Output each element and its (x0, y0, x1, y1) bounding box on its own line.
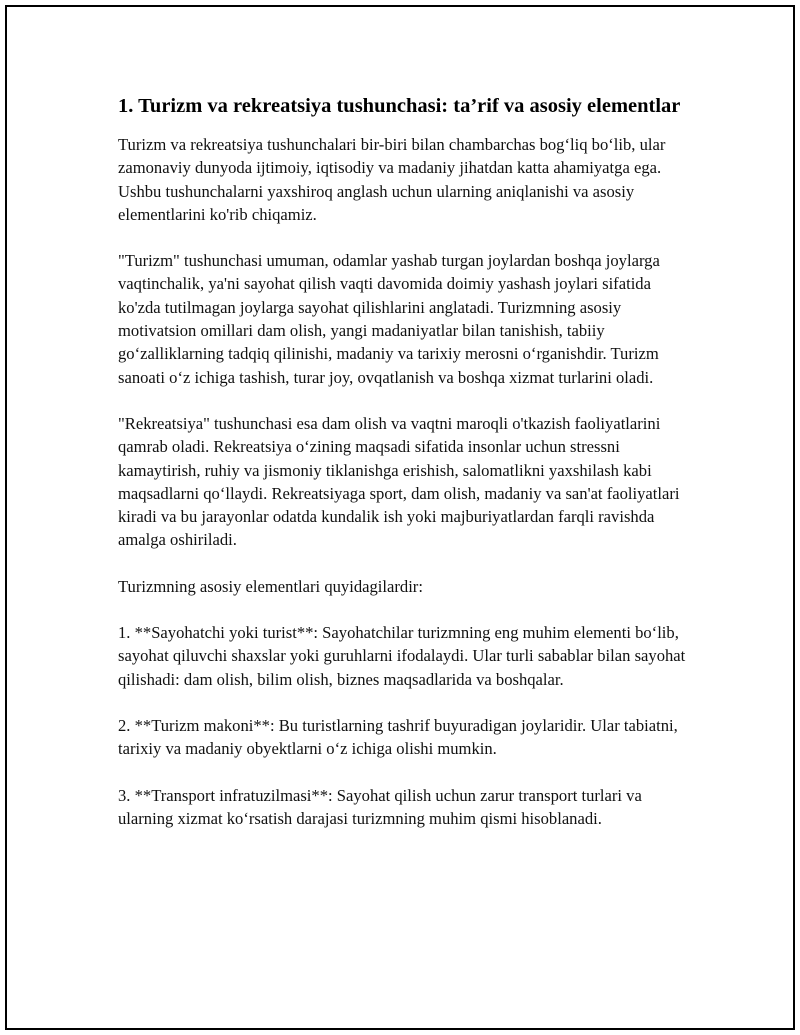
list-item-traveler: 1. **Sayohatchi yoki turist**: Sayohatchilar turizmning eng muhim elementi bo‘lib, sayohat qiluvchi shaxslar yoki guruhlarni ifodalaydi. Ular turli sabablar bilan sayohat qilishadi: dam olish, bilim olish, biznes maqsadlarida va boshqalar. (118, 623, 686, 689)
paragraph-turizm-definition: "Turizm" tushunchasi umuman, odamlar yashab turgan joylardan boshqa joylarga vaqtinchalik, ya'ni sayohat qilish vaqti davomida doimiy yashash joylari sifatida ko'zda tutilmagan joylarga sayohat qilishlarini anglatadi. Turizmning asosiy motivatsion omillari dam olish, yangi madaniyatlar bilan tanishish, tabiiy go‘zalliklarning tadqiq qilinishi, madaniy va tarixiy merosni o‘rganishdir. Turizm sanoati o‘z ichiga tashish, turar joy, ovqatlanish va boshqa xizmat turlarini oladi. (118, 251, 660, 387)
list-item-destination: 2. **Turizm makoni**: Bu turistlarning tashrif buyuradigan joylaridir. Ular tabiatni, tarixiy va madaniy obyektlarni o‘z ichiga olishi mumkin. (118, 715, 678, 759)
document-body (118, 92, 694, 853)
paragraph-rekreatsiya-definition: "Rekreatsiya" tushunchasi esa dam olish va vaqtni maroqli o'tkazish faoliyatlarini qamrab oladi. Rekreatsiya o‘zining maqsadi sifatida insonlar uchun stressni kamaytirish, ruhiy va jismoniy tiklanishga erishish, salomatlikni yaxshilash kabi maqsadlarni qo‘llaydi. Rekreatsiyaga sport, dam olish, madaniy va san'at faoliyatlari kiradi va bu jarayonlar odatda kundalik ish yoki majburiyatlardan farqli ravishda amalga oshiriladi. (118, 413, 680, 550)
paragraph-elements-heading: Turizmning asosiy elementlari quyidagilardir: (118, 576, 423, 596)
document-title: 1. Turizm va rekreatsiya tushunchasi: ta’rif va asosiy elementlar (118, 95, 681, 117)
list-item-transport: 3. **Transport infratuzilmasi**: Sayohat qilish uchun zarur transport turlari va ularning xizmat ko‘rsatish darajasi turizmning muhim qismi hisoblanadi. (118, 785, 642, 828)
paragraph-intro: Turizm va rekreatsiya tushunchalari bir-biri bilan chambarchas bog‘liq bo‘lib, ular zamonaviy dunyoda ijtimoiy, iqtisodiy va madaniy jihatdan katta ahamiyatga ega. Ushbu tushunchalarni yaxshiroq anglash uchun ularning aniqlanishi va asosiy elementlarini ko'rib chiqamiz. (118, 135, 666, 224)
